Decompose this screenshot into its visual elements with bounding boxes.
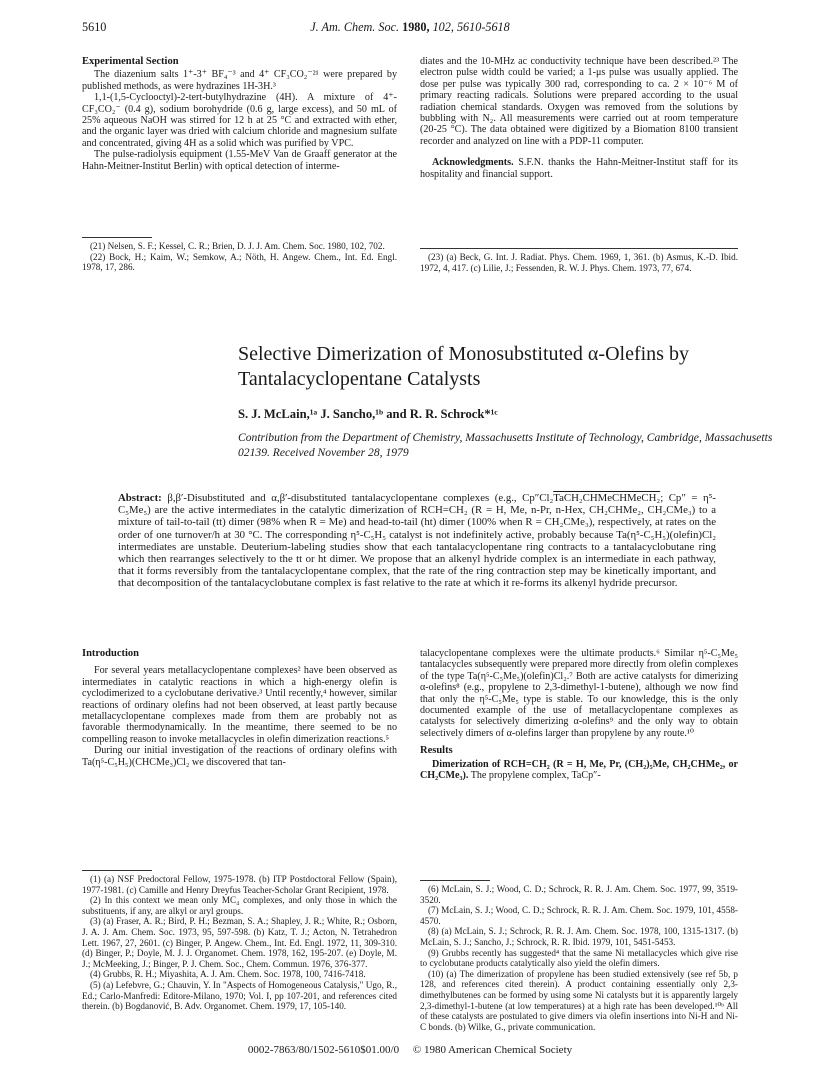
results-subsection	[420, 759, 738, 782]
abstract-ring-formula: TaCH₂CHMeCHMeCH₂	[553, 492, 661, 504]
abstract	[118, 492, 716, 590]
footnote-rule	[420, 880, 490, 881]
copyright-notice: © 1980 American Chemical Society	[412, 1044, 573, 1056]
page-footer	[0, 1044, 820, 1056]
footnote: (7) McLain, S. J.; Wood, C. D.; Schrock, R. R. J. Am. Chem. Soc. 1979, 101, 4558-4570.	[420, 905, 738, 926]
footnote: (10) (a) The dimerization of propylene has been studied extensively (see ref 5b, p 128, and references cited therein). A product containing essentially only 2,3-dimethylbutenes can be formed by using some Ni catalysts but it is apparently largely 2,3-dimethyl-1-butene (at low temperatures) at a high rate has been developed.¹⁰ᵇ All of these catalysts are postulated to give dimers via olefin insertions into Ni-H and Ni-C bonds. (b) Wilke, G., private communication.	[420, 968, 738, 1032]
top-left-column	[82, 56, 397, 172]
footnote: (23) (a) Beck, G. Int. J. Radiat. Phys. Chem. 1969, 1, 361. (b) Asmus, K.-D. Ibid. 1972, 4, 417. (c) Lilie, J.; Fessenden, R. W. J. Phys. Chem. 1973, 77, 674.	[420, 252, 738, 273]
footnote: (9) Grubbs recently has suggested⁴ that the same Ni metallacycles which give rise to cyclobutane products catalytically also yield the olefin dimers.	[420, 947, 738, 969]
footnote-rule	[82, 237, 152, 238]
article-code: 0002-7863/80/1502-5610$01.00/0	[247, 1044, 400, 1056]
paragraph: The diazenium salts 1⁺-3⁺ BF₄⁻³ and 4⁺ CF₃CO₂⁻²¹ were prepared by published methods, as were hydrazines 1H-3H.³	[82, 69, 397, 92]
abstract-text: β,β′-Disubstituted and α,β′-disubstituted tantalacyclopentane complexes (e.g., Cp″Cl₂	[167, 492, 554, 504]
article-authors: S. J. McLain,¹ᵃ J. Sancho,¹ᵇ and R. R. Schrock*¹ᶜ	[238, 407, 498, 421]
footnote: (5) (a) Lefebvre, G.; Chauvin, Y. In "Aspects of Homogeneous Catalysis," Ugo, R., Ed.; Carlo-Manfredi: Editore-Milano, 1970; Vol. I, pp 107-201, and references cited therein. (b) Bogdanović, B. Adv. Organomet. Chem. 1979, 17, 105-140.	[82, 979, 397, 1012]
footnote-rule	[82, 870, 152, 871]
footnote: (8) (a) McLain, S. J.; Schrock, R. R. J. Am. Chem. Soc. 1978, 100, 1315-1317. (b) McLain, S. J.; Sancho, J.; Schrock, R. R. Ibid. 1979, 101, 5451-5453.	[420, 926, 738, 947]
journal-year: 1980,	[402, 20, 430, 34]
section-heading-results: Results	[420, 745, 453, 757]
footnote: (4) Grubbs, R. H.; Miyashita, A. J. Am. Chem. Soc. 1978, 100, 7416-7418.	[90, 969, 366, 980]
journal-volume-pages: 102, 5610-5618	[432, 20, 510, 34]
bottom-left-column	[82, 648, 397, 768]
paragraph: diates and the 10-MHz ac conductivity technique have been described.²³ The electron pulse width could be varied; a 1-μs pulse was usually applied. The dose per pulse was typically 300 rad, corresponding to ca. 2 × 10⁻⁶ M of primary reacting radicals. Solutions were prepared according to the usual radiation chemical standards. Oxygen was removed from the solutions by bubbling with N₂. All measurements were carried out at room temperature (20-25 °C). The data obtained were digitized by a Biomation 8100 transient recorder and analyzed on line with a PDP-11 computer.	[420, 56, 738, 147]
paragraph: The pulse-radiolysis equipment (1.55-MeV Van de Graaff generator at the Hahn-Meitner-Institut Berlin) with optical detection of interme-	[82, 149, 397, 172]
acknowledgments-text: S.F.N. thanks the Hahn-Meitner-Institut staff for its hospitality and financial support.	[420, 157, 738, 180]
acknowledgments-label: Acknowledgments.	[432, 157, 514, 169]
footnote: (22) Bock, H.; Kaim, W.; Semkow, A.; Nöth, H. Angew. Chem., Int. Ed. Engl. 1978, 17, 286.	[82, 251, 397, 273]
abstract-text: ; Cp″ = η⁵-C₅Me₅) are the active intermediates in the catalytic dimerization of RCH=CH₂ (R = H, Me, n-Pr, n-Hex, CH₂CHMe₂, CH₂CMe₃) to a mixture of tail-to-tail (tt) dimer (98% when R = Me) and head-to-tail (ht) dimer (100% when R = CH₂CMe₃), respectively, at rates on the order of one turnover/h at 30 °C. The corresponding η⁵-C₅H₅ catalyst is not indefinitely active, probably because Ta(η⁵-C₅H₅)(olefin)Cl₂ intermediates are unstable. Deuterium-labeling studies show that each tantalacyclopentane ring contracts to a tantalacyclobutane ring which then rearranges selectively to the tt or ht dimer. We propose that an alkenyl hydride complex is an intermediate in each pathway, that it forms reversibly from the tantalacyclopentane complex, that the rate of the ring contraction step may be kinetically important, and that decomposition of the tantalacyclobutane complex is fast relative to the rate at which it re-forms its alkenyl hydride precursor.	[118, 492, 716, 590]
subsection-text: The propylene complex, TaCp″-	[470, 770, 601, 782]
contribution-line: Contribution from the Department of Chemistry, Massachusetts Institute of Technology, Cambridge, Massachusetts 02139. Received November 28, 1979	[238, 431, 773, 459]
paragraph: For several years metallacyclopentane complexes² have been observed as intermediates in catalytic reactions in which a high-energy olefin is cyclodimerized to a cyclobutane derivative.³ Until recently,⁴ however, similar reactions of ordinary olefins had not been observed, at least partly because metallacyclopentane complexes made from them are probably not as favorable thermodynamically. In the meantime, there seemed to be no compelling reason to invoke metallacycles in olefin dimerization reactions.⁵	[82, 665, 397, 745]
bottom-right-footnotes	[420, 884, 738, 1032]
section-heading-experimental: Experimental Section	[82, 56, 179, 67]
footnote: (21) Nelsen, S. F.; Kessel, C. R.; Brien, D. J. J. Am. Chem. Soc. 1980, 102, 702.	[90, 241, 385, 251]
bottom-right-column	[420, 648, 738, 781]
footnote: (2) In this context we mean only MC₄ complexes, and only those in which the substituents, if any, are alkyl or aryl groups.	[82, 895, 397, 916]
subsection-label: Dimerization of RCH=CH₂ (R = H, Me, Pr, (CH₂)₅Me, CH₂CHMe₂, or CH₂CMe₃).	[420, 758, 738, 782]
section-heading-introduction: Introduction	[82, 648, 139, 659]
abstract-label: Abstract:	[118, 492, 162, 504]
footnote: (1) (a) NSF Predoctoral Fellow, 1975-1978. (b) ITP Postdoctoral Fellow (Spain), 1977-1981. (c) Camille and Henry Dreyfus Teacher-Scholar Grant Recipient, 1978.	[82, 874, 397, 895]
running-header	[82, 20, 738, 36]
journal-name: J. Am. Chem. Soc.	[310, 20, 400, 34]
top-right-column	[420, 56, 738, 180]
acknowledgments	[420, 157, 738, 180]
footnote: (6) McLain, S. J.; Wood, C. D.; Schrock, R. R. J. Am. Chem. Soc. 1977, 99, 3519-3520.	[420, 884, 738, 905]
article-title: Selective Dimerization of Monosubstituted α-Olefins by Tantalacyclopentane Catalysts	[238, 343, 689, 390]
top-left-footnotes	[82, 241, 397, 273]
paragraph: talacyclopentane complexes were the ultimate products.⁶ Similar η⁵-C₅Me₅ tantalacycles subsequently were prepared more directly from olefin complexes of the type Ta(η⁵-C₅Me₅)(olefin)Cl₂.⁷ Both are active catalysts for dimerizing α-olefins⁸ (e.g., propylene to 2,3-dimethyl-1-butene), although we now find that only the η⁵-C₅Me₅ type is stable. To our knowledge, this is the only documented example of the use of metallacyclopentane complexes as catalysts for selectively dimerizing α-olefins⁹ and the only way to obtain selectively dimers of α-olefins larger than propylene by any route.¹⁰	[420, 648, 738, 739]
journal-citation	[82, 20, 738, 35]
paragraph: During our initial investigation of the reactions of ordinary olefins with Ta(η⁵-C₅H₅)(CHCMe₃)Cl₂ we discovered that tan-	[82, 745, 397, 768]
top-right-footnotes	[420, 252, 738, 273]
footnote: (3) (a) Fraser, A. R.; Bird, P. H.; Bezman, S. A.; Shapley, J. R.; White, R.; Osborn, J. A. J. Am. Chem. Soc. 1973, 95, 597-598. (b) Katz, T. J.; Acton, N. Tetrahedron Lett. 1967, 27, 2601. (c) Binger, P. Angew. Chem., Int. Ed. Engl. 1972, 11, 309-310. (d) Binger, P.; Doyle, M. J. J. Organomet. Chem. 1978, 162, 195-207. (e) Doyle, M. J.; McMeeking, J.; Binger, P. J. Chem. Soc., Chem. Commun. 1976, 376-377.	[82, 916, 397, 969]
paragraph: 1,1-(1,5-Cyclooctyl)-2-tert-butylhydrazine (4H). A mixture of 4⁺-CF₃CO₂⁻ (0.4 g), sodium borohydride (0.6 g, large excess), and 50 mL of 25% aqueous NaOH was stirred for 12 h at 25 °C and extracted with ether, and the organic layer was dried with calcium chloride and magnesium sulfate and concentrated, giving 4H as a solid which was purified by VPC.	[82, 92, 397, 149]
page-number: 5610	[82, 20, 107, 34]
footnote-rule	[420, 248, 738, 249]
bottom-left-footnotes	[82, 874, 397, 1012]
